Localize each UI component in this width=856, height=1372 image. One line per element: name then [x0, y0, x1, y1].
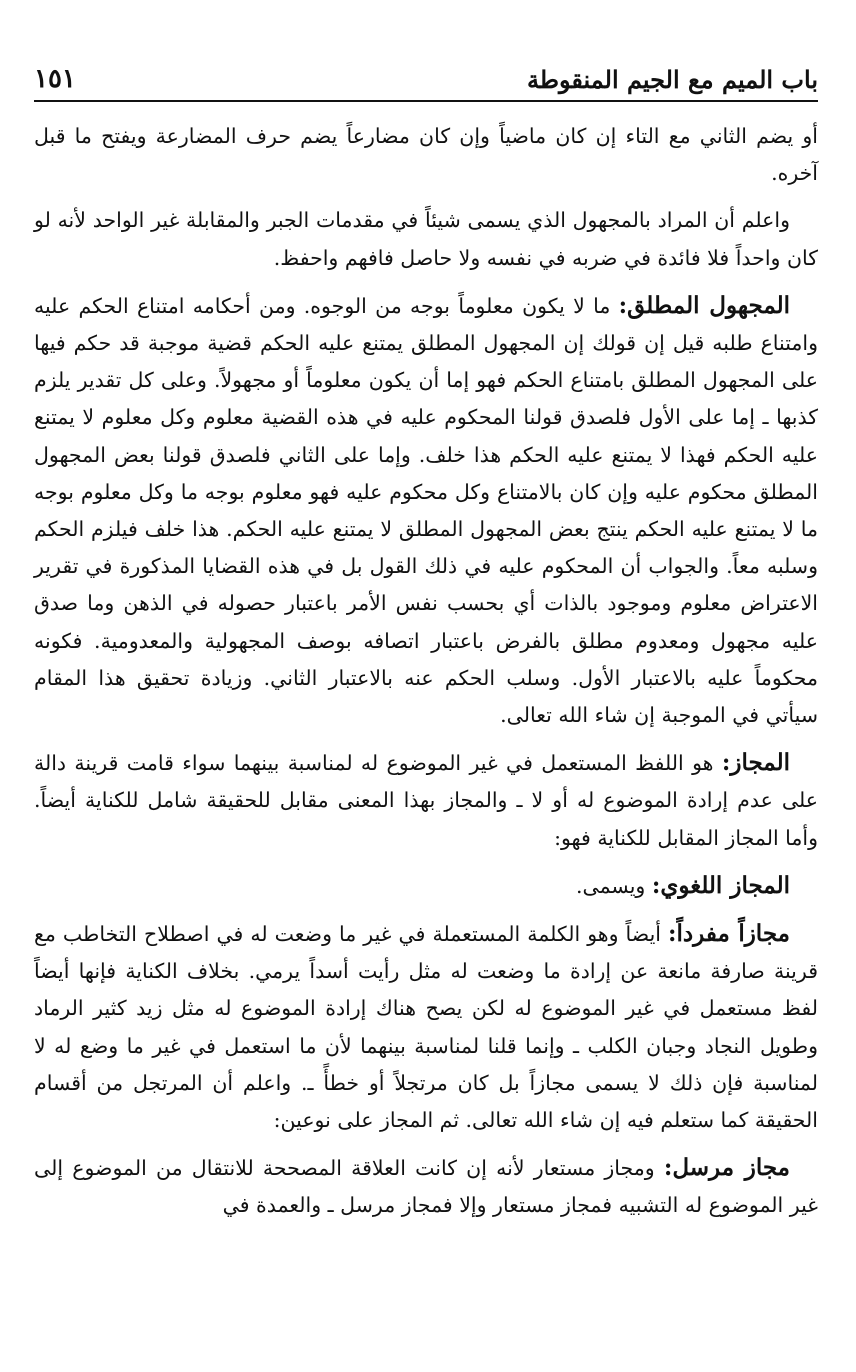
- entry-term: مجاز مرسل:: [663, 1154, 790, 1182]
- entry-term: المجاز اللغوي:: [651, 871, 790, 899]
- page-header: [34, 50, 818, 102]
- entry-term: المجاز:: [721, 749, 790, 777]
- paragraph: [34, 867, 818, 905]
- page-number: ١٥١: [34, 64, 76, 94]
- paragraph: [34, 915, 818, 1139]
- paragraph: [34, 202, 818, 276]
- body-text: [34, 118, 818, 1235]
- paragraph-text: واعلم أن المراد بالمجهول الذي يسمى شيئاً في مقدمات الجبر والمقابلة غير الواحد لأنه لو كان واحداً فلا فائدة في ضربه في نفسه ولا حاصل فافهم واحفظ.: [34, 208, 818, 270]
- paragraph: [34, 1149, 818, 1224]
- paragraph: [34, 118, 818, 192]
- paragraph: [34, 744, 818, 857]
- paragraph-text: ومجاز مستعار لأنه إن كانت العلاقة المصححة للانتقال من الموضوع إلى غير الموضوع له التشبيه فمجاز مستعار وإلا فمجاز مرسل ـ والعمدة في: [34, 1156, 818, 1218]
- paragraph-text: أيضاً وهو الكلمة المستعملة في غير ما وضعت له في اصطلاح التخاطب مع قرينة صارفة مانعة عن إرادة ما وضعت له مثل رأيت أسداً يرمي. بخلاف الكناية فإنها أيضاً لفظ مستعمل في غير الموضوع له لكن يصح هناك إرادة الموضوع له مثل زيد كثير الرماد وطويل النجاد وجبان الكلب ـ وإنما قلنا لمناسبة بينهما لأن ما استعمل في غير ما وضع له لا لمناسبة فإن ذلك لا يسمى مجازاً بل كان مرتجلاً أو خطأً ـ. واعلم أن المرتجل من أقسام الحقيقة كما ستعلم فيه إن شاء الله تعالى. ثم المجاز على نوعين:: [34, 922, 818, 1133]
- entry-term: مجازاً مفرداً:: [668, 920, 790, 948]
- paragraph: [34, 287, 818, 734]
- entry-term: المجهول المطلق:: [618, 291, 791, 319]
- paragraph-text: ويسمى.: [575, 873, 652, 898]
- paragraph-text: ما لا يكون معلوماً بوجه من الوجوه. ومن أحكامه امتناع الحكم عليه وامتناع طلبه قيل إن قولك إن المجهول المطلق يمتنع عليه الحكم قضية موجبة قد حكم فيها على المجهول المطلق بامتناع الحكم فهو إما أن يكون معلوماً أو مجهولاً. وعلى كل تقدير يلزم كذبها ـ إما على الأول فلصدق قولنا المحكوم عليه في هذه القضية معلوم وكل معلوم لا يمتنع عليه الحكم فهذا لا يمتنع عليه الحكم هذا خلف. وإما على الثاني فلصدق قولنا بعض المجهول المطلق محكوم عليه وإن كان بالامتناع وكل محكوم عليه فهو معلوم بوجه ما وكل معلوم بوجه ما لا يمتنع عليه الحكم ينتج بعض المجهول المطلق لا يمتنع عليه الحكم. هذا خلف فيلزم الحكم وسلبه معاً. والجواب أن المحكوم عليه في ذلك القول بل في هذه القضايا المذكورة في تقرير الاعتراض معلوم وموجود بالذات أي بحسب نفس الأمر باعتبار حصوله في الذهن وما صدق عليه مجهول ومعدوم مطلق بالفرض باعتبار اتصافه بوصف المجهولية والمعدومية. فكونه محكوماً عليه بالاعتبار الأول. وسلب الحكم عنه بالاعتبار الثاني. وزيادة تحقيق هذا المقام سيأتي في الموجبة إن شاء الله تعالى.: [34, 293, 818, 728]
- chapter-title: باب الميم مع الجيم المنقوطة: [527, 65, 818, 94]
- paragraph-text: هو اللفظ المستعمل في غير الموضوع له لمناسبة بينهما سواء قامت قرينة دالة على عدم إرادة الموضوع له أو لا ـ والمجاز بهذا المعنى مقابل للحقيقة شامل للكناية أيضاً. وأما المجاز المقابل للكناية فهو:: [34, 751, 818, 850]
- paragraph-text: أو يضم الثاني مع التاء إن كان ماضياً وإن كان مضارعاً يضم حرف المضارعة ويفتح ما قبل آخره.: [34, 124, 818, 186]
